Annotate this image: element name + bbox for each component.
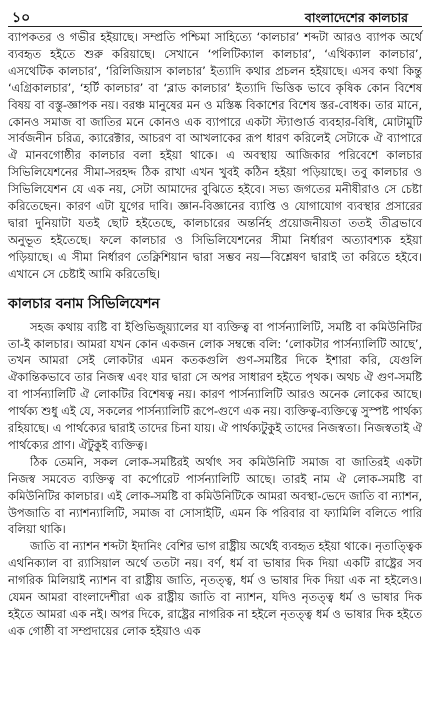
- page-number: ১০: [12, 10, 31, 26]
- body-text: [8, 29, 422, 640]
- book-title: বাংলাদেশের কালচার: [304, 10, 408, 25]
- running-head: [8, 6, 422, 27]
- paragraph: সহজ কথায় ব্যষ্টি বা ইণ্ডিভিজুয়্যালের যা ব্যক্তিত্ব বা পার্সন্যালিটি, সমষ্টি বা কমিউনিটির তা-ই কালচার। আমরা যখন কোন একজন লোক সম্বন্ধে বলি: ‘লোকটার পার্সন্যালিটি আছে’, তখন আমরা সেই লোকটার এমন কতকগুলি গুণ-সমষ্টির দিকে ইশারা করি, যেগুলি ঐকান্তিকভাবে তার নিজস্ব এবং যার দ্বারা সে অপর সাধারণ হইতে পৃথক। অথচ ঐ গুণ-সমষ্টি বা পার্সন্যালিটি ঐ লোকটির বিশেষত্ব নয়। কারণ পার্সন্যালিটি আরও অনেক লোকের আছে। পার্থক্য শুধু এই যে, সকলের পার্সন্যালিটি রূপে-গুণে এক নয়। ব্যক্তিত্ব-ব্যক্তিত্বে সুস্পষ্ট পার্থক্য রহিয়াছে। এ পার্থক্যের দ্বারাই তাদের চিনা যায়। ঐ পার্থক্যটুকুই তাদের নিজস্বতা। নিজস্বতাই ঐ পার্থক্যের প্রাণ। ঐটুকুই ব্যক্তিত্ব।: [8, 319, 422, 452]
- paragraph: জাতি বা ন্যাশন শব্দটা ইদানিং বেশির ভাগ রাষ্ট্রীয় অর্থেই ব্যবহৃত হইয়া থাকে। নৃতাত্ত্বিক এথনিক্যাল বা র‍্যাসিয়াল অর্থে ততটা নয়। বর্ণ, ধর্ম বা ভাষার দিক দিয়া একটি রাষ্ট্রের সব নাগরিক মিলিয়াই ন্যাশন বা রাষ্ট্রীয় জাতি, নৃতত্ত্ব, ধর্ম ও ভাষার দিক দিয়া এক না হইলেও। যেমন আমরা বাংলাদেশীরা এক রাষ্ট্রীয় জাতি বা ন্যাশন, যদিও নৃতত্ত্ব ধর্ম ও ভাষার দিক হইতে আমরা এক নই। অপর দিকে, রাষ্ট্রের নাগরিক না হইলে নৃতত্ত্ব ধর্ম ও ভাষার দিক হইতে এক গোষ্ঠী বা সম্প্রদায়ের লোক হইয়াও এক: [8, 539, 422, 638]
- section-heading: কালচার বনাম সিভিলিযেশন: [8, 295, 160, 312]
- paragraph: ঠিক তেমনি, সকল লোক-সমষ্টিরই অর্থাৎ সব কমিউনিটি সমাজ বা জাতিরই একটা নিজস্ব সমবেত ব্যক্তিত্ব বা কর্পোরেট পার্সন্যালিটি আছে। তারই নাম ঐ লোক-সমষ্টি বা কমিউনিটির কালচার। এই লোক-সমষ্টি বা কমিউনিটিকে আমরা অবস্থা-ভেদে জাতি বা ন্যাশন, উপজাতি বা ন্যাশন্যালিটি, সমাজ বা সোসাইটি, এমন কি পরিবার বা ফ্যামিলি বলিতে পারি বলিয়া থাকি।: [8, 454, 422, 537]
- paragraph-continuation: ব্যাপকতর ও গভীর হইয়াছে। সম্প্রতি পশ্চিমা সাহিত্যে ‘কালচার’ শব্দটা আরও ব্যাপক অর্থে ব্যবহৃত হইতে শুরু করিয়াছে। সেখানে ‘পলিটিক্যাল কালচার’, ‘এথিক্যাল কালচার’, এসথেটিক কালচার’, ‘রিলিজিয়াস কালচার’ ইত্যাদি কথার প্রচলন হইয়াছে। এসব কথা কিন্তু ‘এগ্রিকালচার’, ‘হর্টি কালচার’ বা ‘ব্লাড কালচার’ ইত্যাদি ভিত্তিক ভাবে কৃষিক কোন বিশেষ বিষয় বা বস্তু-জ্ঞাপক নয়। বরঞ্চ মানুষের মন ও মস্তিষ্ক বিকাশের বিশেষ স্তর-বোধক। তার মানে, কোনও সমাজ বা জাতির মনে কোনও এক ব্যাপারে একটা স্ট্যাণ্ডার্ড ব্যবহার-বিধি, মোটামুটি সার্বজনীন চরিত্র, ক্যারেক্টার, আচরণ বা আখলাকের রূপ ধারণ করিলেই সেটাকে ঐ ব্যাপারে ঐ মানবগোষ্ঠীর কালচার বলা হইয়া থাকে। এ অবস্থায় আজিকার পরিবেশে কালচার সিভিলিযেশনের সীমা-সরহদ্দ ঠিক রাখা এখন খুবই কঠিন হইয়া পড়িয়াছে। তবু কালচার ও সিভিলিযেশন যে এক নয়, সেটা আমাদের বুঝিতে হইবে। সভ্য জগতের মনীষীরাও সে চেষ্টা করিতেছেন। কারণ এটা যুগের দাবি। জ্ঞান-বিজ্ঞানের ব্যাপ্তি ও যোগাযোগ ব্যবস্থার প্রসারের দ্বারা দুনিয়াটা যতই ছোট হইতেছে, কালচারের অন্তর্নিহ প্রয়োজনীয়তা ততই তীব্রভাবে অনুভূত হইতেছে। ফলে কালচার ও সিভিলিযেশনের সীমা নির্ধারণ অত্যাবশ্যক হইয়া পড়িয়াছে। এ সীমা নির্ধারণ তেক্নিশিয়ান দ্বারা সম্ভব নয়—বিশ্লেষণ দ্বারাই তা করিতে হইবে। এখানে সে চেষ্টাই আমি করিতেছি।: [8, 30, 422, 281]
